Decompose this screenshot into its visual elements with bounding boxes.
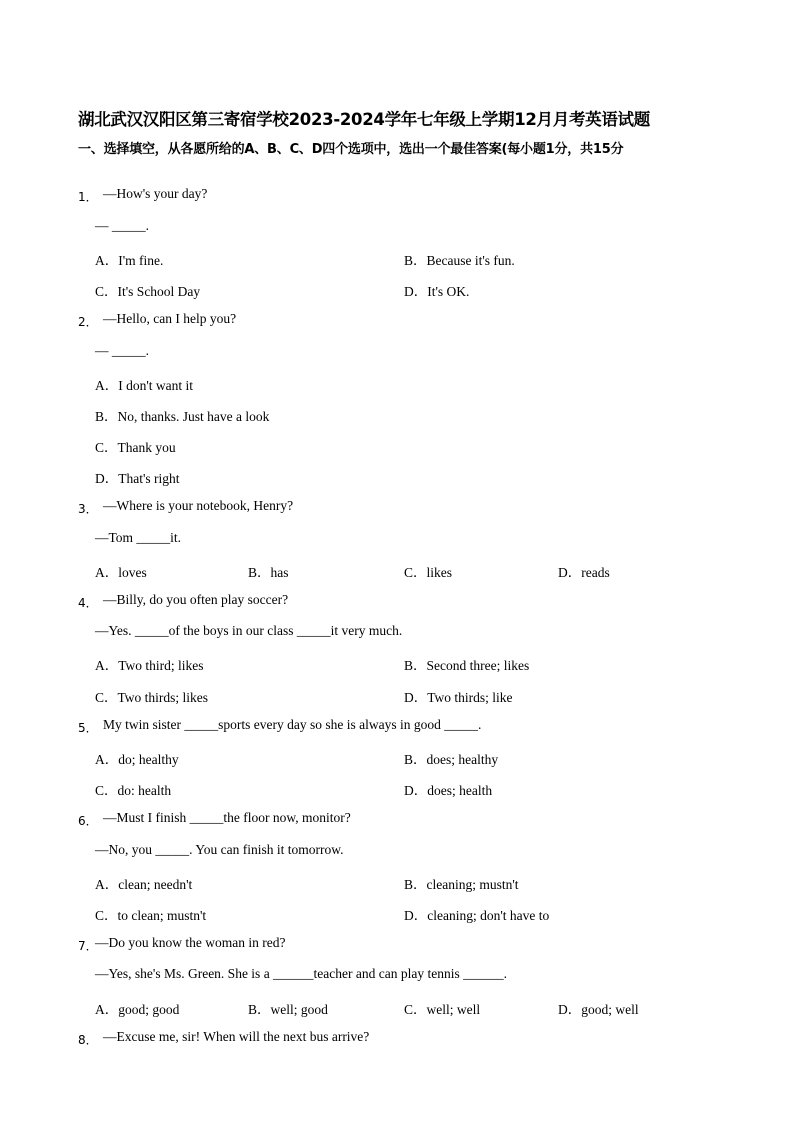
question-stem: —Where is your notebook, Henry? xyxy=(103,498,294,513)
question-number: 8． xyxy=(78,1033,98,1047)
option-a[interactable]: A．I'm fine. xyxy=(95,253,164,268)
option-d[interactable]: D．does; health xyxy=(404,783,493,798)
page-title: 湖北武汉汉阳区第三寄宿学校2023-2024学年七年级上学期12月月考英语试题 xyxy=(78,110,650,129)
option-b[interactable]: B．No, thanks. Just have a look xyxy=(95,409,270,424)
option-d[interactable]: D．That's right xyxy=(95,471,180,486)
option-c[interactable]: C．well; well xyxy=(404,1002,481,1017)
answer-blank-line: —No, you _____. You can finish it tomorrow. xyxy=(95,842,344,857)
section-heading: 一、选择填空，从各愿所给的A、B、C、D四个选项中，选出一个最佳答案(每小题1分，共15分 xyxy=(78,142,624,157)
option-d[interactable]: D．reads xyxy=(558,565,610,580)
option-c[interactable]: C．It's School Day xyxy=(95,284,201,299)
question-stem: —Do you know the woman in red? xyxy=(95,935,286,950)
option-c[interactable]: C．Two thirds; likes xyxy=(95,690,209,705)
answer-blank-line: — _____. xyxy=(95,218,149,233)
question-number: 2． xyxy=(78,315,98,329)
option-c[interactable]: C．to clean; mustn't xyxy=(95,908,207,923)
option-c[interactable]: C．Thank you xyxy=(95,440,176,455)
question-number: 6． xyxy=(78,814,98,828)
question-stem: —Hello, can I help you? xyxy=(103,311,237,326)
option-b[interactable]: B．cleaning; mustn't xyxy=(404,877,519,892)
question-stem: —Excuse me, sir! When will the next bus arrive? xyxy=(103,1029,370,1044)
option-c[interactable]: C．do: health xyxy=(95,783,172,798)
question-number: 1． xyxy=(78,190,98,204)
option-d[interactable]: D．cleaning; don't have to xyxy=(404,908,550,923)
answer-blank-line: — _____. xyxy=(95,343,149,358)
question-number: 5． xyxy=(78,721,98,735)
option-a[interactable]: A．clean; needn't xyxy=(95,877,193,892)
answer-blank-line: —Yes. _____of the boys in our class _____it very much. xyxy=(95,623,403,638)
option-a[interactable]: A．do; healthy xyxy=(95,752,179,767)
option-a[interactable]: A．loves xyxy=(95,565,147,580)
option-d[interactable]: D．good; well xyxy=(558,1002,639,1017)
answer-blank-line: —Yes, she's Ms. Green. She is a ______teacher and can play tennis ______. xyxy=(95,966,507,981)
option-a[interactable]: A．good; good xyxy=(95,1002,180,1017)
question-number: 3． xyxy=(78,502,98,516)
option-b[interactable]: B．well; good xyxy=(248,1002,328,1017)
answer-blank-line: —Tom _____it. xyxy=(95,530,182,545)
option-b[interactable]: B．does; healthy xyxy=(404,752,499,767)
option-a[interactable]: A．Two third; likes xyxy=(95,658,204,673)
option-b[interactable]: B．Second three; likes xyxy=(404,658,530,673)
question-number: 4． xyxy=(78,596,98,610)
question-stem: —Billy, do you often play soccer? xyxy=(103,592,289,607)
question-stem: My twin sister _____sports every day so she is always in good _____. xyxy=(103,717,482,732)
question-number: 7． xyxy=(78,939,98,953)
question-stem: —How's your day? xyxy=(103,186,208,201)
option-d[interactable]: D．Two thirds; like xyxy=(404,690,513,705)
question-stem: —Must I finish _____the floor now, monitor? xyxy=(103,810,351,825)
option-b[interactable]: B．Because it's fun. xyxy=(404,253,515,268)
option-d[interactable]: D．It's OK. xyxy=(404,284,470,299)
option-c[interactable]: C．likes xyxy=(404,565,453,580)
option-a[interactable]: A．I don't want it xyxy=(95,378,194,393)
option-b[interactable]: B．has xyxy=(248,565,289,580)
